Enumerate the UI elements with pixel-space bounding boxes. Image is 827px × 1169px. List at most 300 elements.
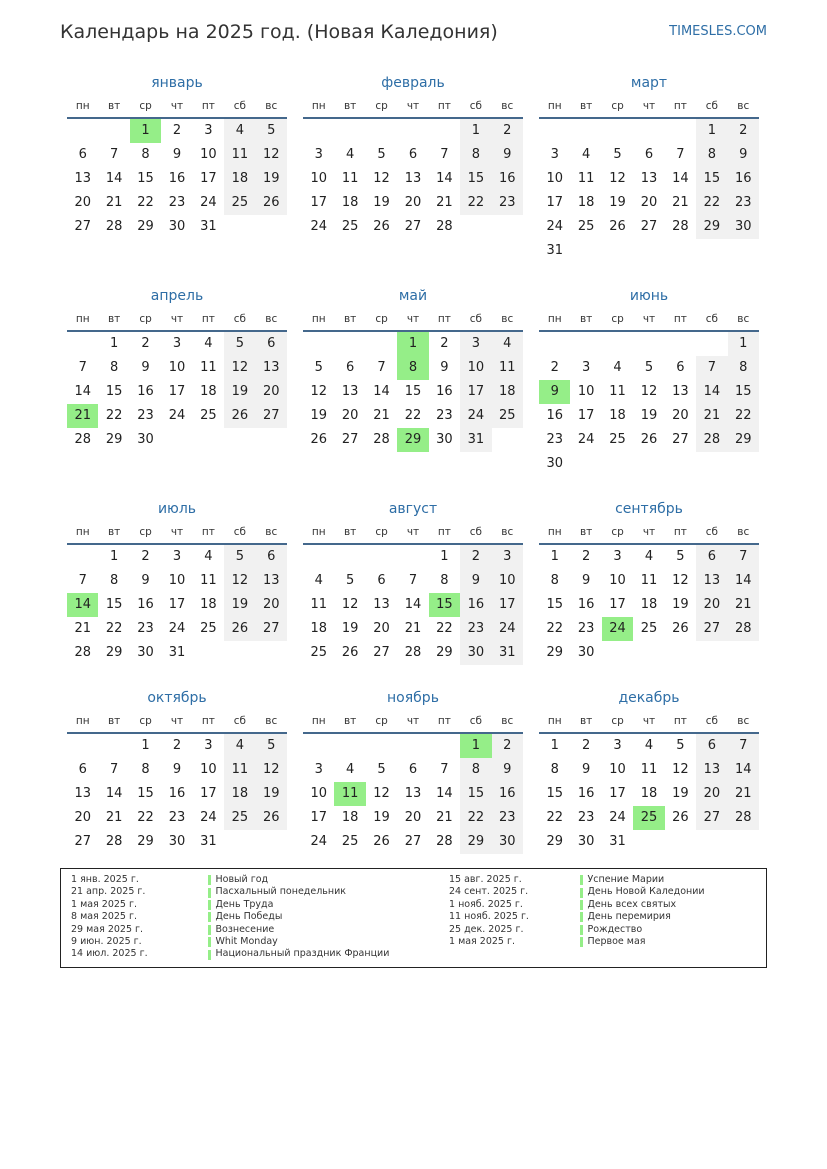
week-row [303,758,523,782]
day-cell: 6 [408,147,418,162]
day-cell: 26 [341,645,359,660]
day-cell: 4 [345,147,355,162]
holiday-name: Рождество [587,923,643,935]
weekday-wed: ср [139,100,152,112]
day-cell: 27 [341,432,359,447]
day-cell: 10 [609,762,626,777]
legend-row [71,936,389,948]
weekend-day-cell: 5 [256,734,287,758]
day-cell: 9 [141,573,150,588]
day-cell: 5 [377,762,386,777]
day-cell: 23 [137,408,154,423]
weekend-day-cell: 12 [224,569,255,593]
empty-cell [633,641,664,665]
weekday-sat: сб [233,526,246,538]
weekend-day-cell: 28 [696,428,727,452]
day-cell: 15 [404,384,422,399]
weekend-day-cell: 1 [696,119,727,143]
day-cell: 6 [78,147,87,162]
week-row [303,332,523,356]
weekday-mon: пн [311,715,326,727]
day-cell: 20 [373,621,390,636]
weekend-day-cell: 16 [728,167,759,191]
day-cell: 28 [74,432,91,447]
day-cell: 12 [672,573,689,588]
day-cell: 24 [310,219,327,234]
weekend-day-cell: 10 [492,569,523,593]
day-cell: 21 [436,195,453,210]
day-cell: 30 [168,834,186,849]
weekend-day-cell: 13 [696,758,727,782]
empty-cell [696,830,727,854]
weekend-day-cell: 13 [256,356,287,380]
month-march [539,71,759,263]
weekday-wed: ср [611,526,624,538]
day-cell: 31 [200,834,217,849]
day-cell: 26 [672,810,689,825]
day-cell: 17 [546,195,563,210]
week-row [303,806,523,830]
holiday-name: День Победы [215,911,283,923]
weekend-day-cell: 15 [696,167,727,191]
weekend-day-cell: 19 [224,593,255,617]
day-cell: 3 [172,336,182,351]
weekday-fri: пт [673,100,687,112]
empty-cell [98,734,129,758]
site-link[interactable]: TIMESLES.COM [669,24,767,39]
weekend-day-cell: 15 [728,380,759,404]
holiday-day-cell: 24 [602,617,633,641]
weekend-day-cell: 25 [492,404,523,428]
week-row [539,356,759,380]
weekend-day-cell: 17 [492,593,523,617]
day-cell: 16 [137,384,154,399]
day-cell: 17 [200,171,217,186]
day-cell: 20 [74,810,91,825]
weekend-day-cell: 9 [492,143,523,167]
holiday-color-marker [580,912,583,922]
holiday-color-marker [208,912,211,922]
day-cell: 21 [436,810,453,825]
day-cell: 28 [404,645,422,660]
empty-cell [67,734,98,758]
empty-cell [492,428,523,452]
day-cell: 11 [310,597,327,612]
holiday-day-cell: 1 [130,119,161,143]
day-cell: 21 [74,621,91,636]
week-row [539,143,759,167]
weekday-fri: пт [201,526,215,538]
day-cell: 3 [314,762,323,777]
day-cell: 14 [105,171,123,186]
day-cell: 27 [640,219,658,234]
day-cell: 13 [74,171,91,186]
weekend-day-cell: 17 [460,380,491,404]
day-cell: 27 [74,834,91,849]
weekend-day-cell: 19 [224,380,255,404]
empty-cell [633,830,664,854]
day-cell: 28 [672,219,689,234]
weekend-day-cell: 6 [256,332,287,356]
weekday-sun: вс [501,313,514,325]
weekend-day-cell: 26 [256,191,287,215]
weekday-fri: пт [437,100,451,112]
week-row [67,428,287,452]
weekday-wed: ср [375,526,388,538]
weekend-day-cell: 31 [492,641,523,665]
day-cell: 26 [373,834,390,849]
day-cell: 23 [168,810,186,825]
week-row [539,332,759,356]
day-cell: 4 [204,336,213,351]
day-cell: 30 [577,834,595,849]
day-cell: 12 [609,171,626,186]
weekday-thu: чт [406,100,420,112]
holiday-legend-left-column [71,874,389,961]
weekend-day-cell: 27 [256,404,287,428]
weekday-mon: пн [75,100,90,112]
weekend-day-cell: 1 [460,119,491,143]
weekend-day-cell: 20 [256,380,287,404]
day-cell: 27 [373,645,390,660]
weekend-day-cell: 4 [492,332,523,356]
weekend-day-cell: 9 [728,143,759,167]
day-cell: 18 [341,195,359,210]
holiday-name: Пасхальный понедельник [215,886,346,898]
day-cell: 29 [105,645,123,660]
weekday-sun: вс [737,100,750,112]
day-cell: 10 [200,147,217,162]
week-row [303,404,523,428]
weekday-thu: чт [170,715,184,727]
month-february [303,71,523,239]
day-cell: 17 [577,408,595,423]
day-cell: 3 [613,549,622,564]
weekday-thu: чт [170,526,184,538]
weekend-day-cell: 23 [492,191,523,215]
day-cell: 1 [550,738,559,753]
day-cell: 16 [577,597,595,612]
weekend-day-cell: 18 [224,167,255,191]
day-cell: 13 [373,597,390,612]
day-cell: 15 [137,786,154,801]
day-cell: 8 [109,360,119,375]
day-cell: 17 [200,786,217,801]
day-cell: 13 [404,786,422,801]
week-row [303,191,523,215]
weekday-thu: чт [170,100,184,112]
week-row [303,356,523,380]
day-cell: 18 [200,384,217,399]
holiday-name: Новый год [215,874,269,885]
empty-cell [728,830,759,854]
weekday-header [67,308,287,332]
weekend-day-cell: 21 [728,593,759,617]
week-row [67,617,287,641]
weekend-day-cell: 14 [728,758,759,782]
day-cell: 27 [74,219,91,234]
day-cell: 20 [404,195,422,210]
weekday-sun: вс [265,313,278,325]
weekend-day-cell: 27 [696,806,727,830]
day-cell: 27 [404,834,422,849]
day-cell: 2 [141,549,150,564]
holiday-day-cell: 1 [460,734,491,758]
weekday-header [67,521,287,545]
empty-cell [539,332,570,356]
day-cell: 11 [200,573,217,588]
weekday-header [303,710,523,734]
weekday-thu: чт [642,100,656,112]
day-cell: 3 [613,738,622,753]
weekend-day-cell: 27 [256,617,287,641]
holiday-color-marker [580,875,583,885]
empty-cell [665,452,696,476]
weekend-day-cell: 26 [224,404,255,428]
day-cell: 14 [436,786,453,801]
weekend-day-cell: 6 [696,734,727,758]
week-row [67,734,287,758]
weekday-mon: пн [75,526,90,538]
weekend-day-cell: 20 [696,782,727,806]
month-name: октябрь [147,690,207,706]
week-row [67,167,287,191]
empty-cell [728,239,759,263]
day-cell: 19 [373,195,390,210]
day-cell: 12 [672,762,689,777]
holiday-date: 21 апр. 2025 г. [71,886,146,898]
empty-cell [665,119,696,143]
holiday-color-marker [580,888,583,898]
months-grid [67,71,759,854]
day-cell: 9 [440,360,449,375]
week-row [67,806,287,830]
weekend-day-cell: 2 [728,119,759,143]
day-cell: 3 [550,147,559,162]
week-row [303,593,523,617]
weekday-header [539,710,759,734]
day-cell: 9 [141,360,150,375]
day-cell: 25 [577,219,595,234]
day-cell: 6 [644,147,654,162]
weekend-day-cell: 9 [492,758,523,782]
day-cell: 28 [74,645,91,660]
day-cell: 10 [609,573,626,588]
holiday-name: День Труда [215,898,274,910]
week-row [67,215,287,239]
weekday-wed: ср [611,313,624,325]
week-row [539,830,759,854]
empty-cell [633,119,664,143]
weekday-sun: вс [265,100,278,112]
holiday-date: 25 дек. 2025 г. [449,923,524,935]
weekend-day-cell: 13 [696,569,727,593]
week-row [539,758,759,782]
weekend-day-cell: 21 [696,404,727,428]
month-october [67,686,287,854]
day-cell: 29 [137,834,154,849]
day-cell: 24 [609,810,626,825]
page-title: Календарь на 2025 год. (Новая Каледония) [60,21,498,43]
weekday-sat: сб [233,313,246,325]
month-name: декабрь [618,690,680,706]
day-cell: 17 [310,810,327,825]
weekday-header [539,308,759,332]
weekend-day-cell: 11 [492,356,523,380]
day-cell: 8 [141,147,150,162]
week-row [303,782,523,806]
holiday-day-cell: 1 [397,332,428,356]
weekday-tue: вт [343,526,357,538]
empty-cell [696,332,727,356]
weekday-thu: чт [406,526,420,538]
weekend-day-cell: 8 [460,143,491,167]
week-row [67,569,287,593]
weekday-sat: сб [233,715,246,727]
legend-row [449,899,705,911]
empty-cell [256,215,287,239]
empty-cell [397,119,428,143]
weekend-day-cell: 2 [492,734,523,758]
day-cell: 10 [168,360,186,375]
weekday-tue: вт [343,313,357,325]
week-row [539,119,759,143]
empty-cell [665,239,696,263]
weekend-day-cell: 2 [492,119,523,143]
week-row [67,191,287,215]
weekday-thu: чт [642,715,656,727]
weekend-day-cell: 19 [256,782,287,806]
day-cell: 25 [200,621,217,636]
weekend-day-cell: 28 [728,806,759,830]
empty-cell [696,452,727,476]
day-cell: 24 [577,432,595,447]
day-cell: 5 [644,360,654,375]
week-row [539,782,759,806]
holiday-name: Первое мая [587,935,646,947]
day-cell: 6 [78,762,87,777]
holiday-name: День перемирия [587,911,671,923]
week-row [67,830,287,854]
weekday-thu: чт [642,526,656,538]
day-cell: 6 [345,360,355,375]
week-row [67,119,287,143]
day-cell: 15 [546,786,563,801]
week-row [303,143,523,167]
weekday-tue: вт [343,100,357,112]
day-cell: 30 [168,219,186,234]
weekend-day-cell: 23 [492,806,523,830]
holiday-name: Whit Monday [215,935,278,947]
weekend-day-cell: 5 [224,332,255,356]
weekend-day-cell: 15 [460,782,491,806]
day-cell: 11 [640,762,658,777]
month-name: март [630,75,668,91]
day-cell: 19 [640,408,658,423]
weekday-sat: сб [705,100,718,112]
day-cell: 5 [676,738,685,753]
week-row [539,617,759,641]
day-cell: 30 [436,432,453,447]
empty-cell [224,830,255,854]
legend-row [71,874,389,886]
weekend-day-cell: 25 [224,191,255,215]
weekday-thu: чт [406,313,420,325]
holiday-color-marker [208,900,211,910]
month-january [67,71,287,239]
week-row [539,593,759,617]
legend-row [449,924,705,936]
day-cell: 4 [204,549,213,564]
day-cell: 24 [168,621,186,636]
day-cell: 12 [373,786,390,801]
empty-cell [256,428,287,452]
empty-cell [539,119,570,143]
week-row [539,641,759,665]
day-cell: 3 [204,123,213,138]
weekday-thu: чт [642,313,656,325]
month-name: июнь [629,288,669,304]
day-cell: 16 [577,786,595,801]
legend-row [449,886,705,898]
holiday-date: 8 мая 2025 г. [71,911,137,923]
month-name: апрель [150,288,204,304]
day-cell: 21 [404,621,422,636]
weekday-tue: вт [107,100,121,112]
weekend-day-cell: 23 [460,617,491,641]
weekday-fri: пт [673,526,687,538]
weekday-sun: вс [265,526,278,538]
day-cell: 2 [550,360,559,375]
day-cell: 17 [310,195,327,210]
day-cell: 2 [581,549,591,564]
week-row [303,569,523,593]
weekday-wed: ср [611,100,624,112]
weekday-fri: пт [201,100,215,112]
day-cell: 19 [310,408,327,423]
day-cell: 13 [74,786,91,801]
week-row [303,380,523,404]
empty-cell [334,332,365,356]
weekday-sat: сб [705,715,718,727]
weekday-mon: пн [547,715,562,727]
empty-cell [224,215,255,239]
day-cell: 23 [137,621,154,636]
holiday-date: 24 сент. 2025 г. [449,886,529,898]
empty-cell [570,332,601,356]
weekend-day-cell: 7 [728,545,759,569]
day-cell: 20 [341,408,359,423]
day-cell: 26 [640,432,658,447]
holiday-legend [60,868,767,968]
day-cell: 1 [109,336,119,351]
day-cell: 31 [546,243,563,258]
holiday-day-cell: 15 [429,593,460,617]
weekday-sat: сб [705,313,718,325]
empty-cell [665,830,696,854]
legend-row [449,936,705,948]
weekday-fri: пт [201,313,215,325]
weekend-day-cell: 26 [256,806,287,830]
empty-cell [633,239,664,263]
empty-cell [429,734,460,758]
day-cell: 8 [109,573,119,588]
empty-cell [602,239,633,263]
weekday-tue: вт [343,715,357,727]
day-cell: 9 [581,573,591,588]
weekday-mon: пн [75,313,90,325]
day-cell: 14 [74,384,91,399]
